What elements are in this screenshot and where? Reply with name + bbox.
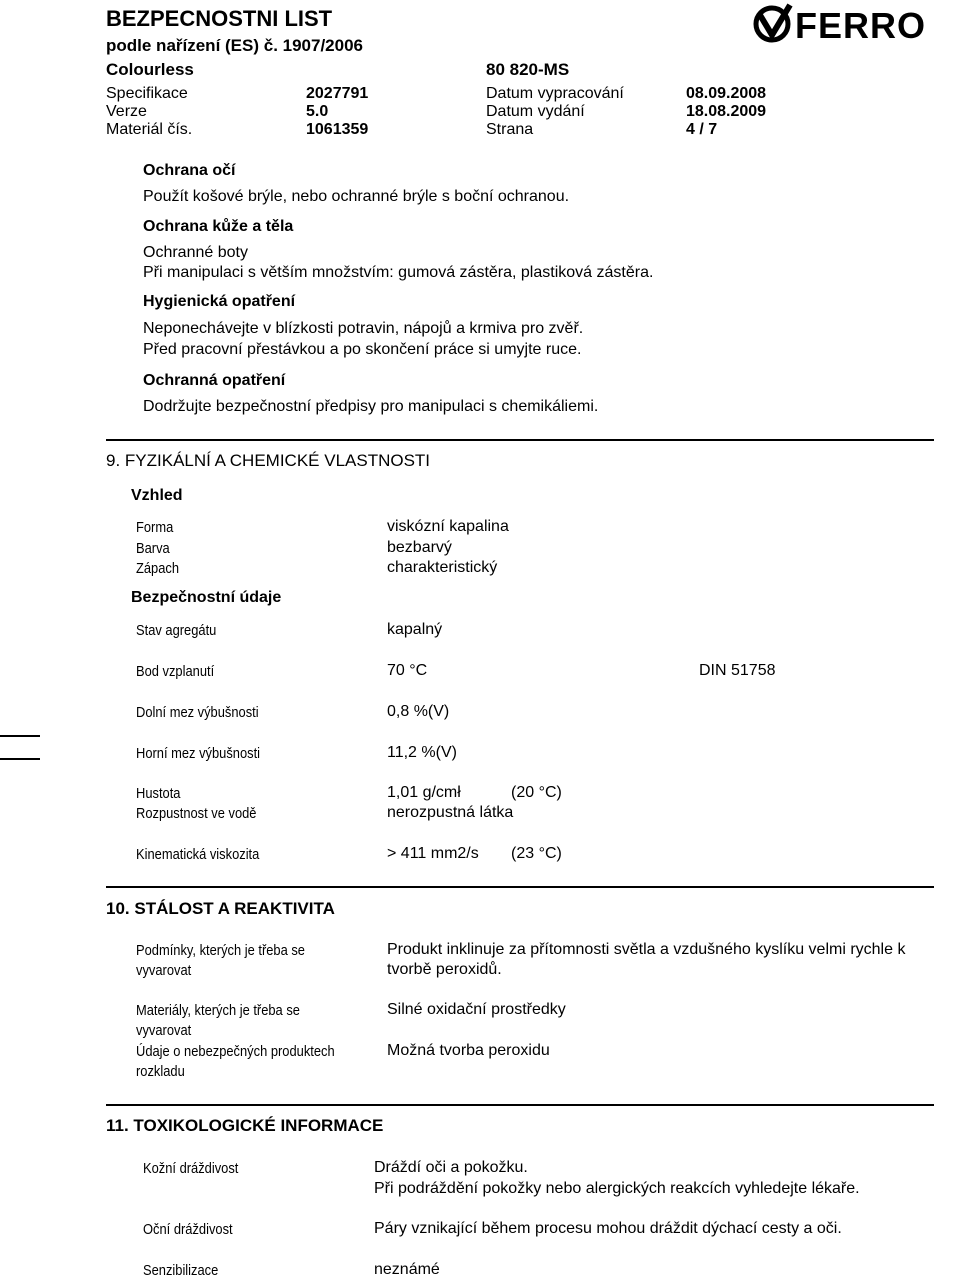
conditions-to-avoid-label-line-2: vyvarovat xyxy=(136,962,192,979)
meta-label-material: Materiál čís. xyxy=(106,121,193,138)
density-temperature: (20 °C) xyxy=(511,784,562,801)
sensitization-label: Senzibilizace xyxy=(143,1262,219,1279)
water-solubility-label: Rozpustnost ve vodě xyxy=(136,805,257,822)
flash-point-label: Bod vzplanutí xyxy=(136,663,215,680)
lower-explosion-limit-label: Dolní mez výbušnosti xyxy=(136,704,259,721)
flash-point-value: 70 °C xyxy=(387,662,428,679)
flash-point-method: DIN 51758 xyxy=(699,662,776,679)
meta-label-version: Verze xyxy=(106,103,147,120)
conditions-to-avoid-value-line-2: tvorbě peroxidů. xyxy=(387,961,502,978)
materials-to-avoid-value: Silné oxidační prostředky xyxy=(387,1001,566,1018)
decomposition-products-label-line-1: Údaje o nebezpečných produktech xyxy=(136,1043,335,1060)
skin-protection-line-1: Ochranné boty xyxy=(143,244,248,261)
conditions-to-avoid-label-line-1: Podmínky, kterých je třeba se xyxy=(136,942,305,959)
upper-explosion-limit-label: Horní mez výbušnosti xyxy=(136,745,261,762)
upper-explosion-limit-value: 11,2 %(V) xyxy=(387,744,457,761)
ferro-logo xyxy=(752,3,934,45)
revision-mark xyxy=(0,758,40,760)
eye-protection-title: Ochrana očí xyxy=(143,162,236,179)
meta-label-date-prepared: Datum vypracování xyxy=(486,85,624,102)
skin-protection-line-2: Při manipulaci s větším množstvím: gumová zástěra, plastiková zástěra. xyxy=(143,264,654,281)
color-value: bezbarvý xyxy=(387,539,452,556)
kinematic-viscosity-value: > 411 mm2/s xyxy=(387,845,479,862)
section-9-title: 9. FYZIKÁLNÍ A CHEMICKÉ VLASTNOSTI xyxy=(106,451,431,470)
eye-irritation-label: Oční dráždivost xyxy=(143,1221,233,1238)
kinematic-viscosity-label: Kinematická viskozita xyxy=(136,846,260,863)
meta-label-page: Strana xyxy=(486,121,534,138)
water-solubility-value: nerozpustná látka xyxy=(387,804,514,821)
hygiene-line-2: Před pracovní přestávkou a po skončení práce si umyjte ruce. xyxy=(143,341,582,358)
product-code: 80 820-MS xyxy=(486,60,570,79)
skin-irritation-value-line-1: Dráždí oči a pokožku. xyxy=(374,1159,528,1176)
protective-measures-title: Ochranná opatření xyxy=(143,372,286,389)
odor-value: charakteristický xyxy=(387,559,498,576)
appearance-title: Vzhled xyxy=(131,487,183,504)
regulation-subtitle: podle nařízení (ES) č. 1907/2006 xyxy=(106,36,364,55)
eye-irritation-value: Páry vznikající během procesu mohou dráždit dýchací cesty a oči. xyxy=(374,1220,842,1237)
protective-measures-text: Dodržujte bezpečnostní předpisy pro manipulaci s chemikáliemi. xyxy=(143,398,599,415)
hygiene-title: Hygienická opatření xyxy=(143,293,296,310)
materials-to-avoid-label-line-1: Materiály, kterých je třeba se xyxy=(136,1002,300,1019)
revision-mark xyxy=(0,735,40,737)
materials-to-avoid-label-line-2: vyvarovat xyxy=(136,1022,192,1039)
section-10-title: 10. STÁLOST A REAKTIVITA xyxy=(106,899,335,918)
section-10-divider xyxy=(106,886,934,888)
sensitization-value: neznámé xyxy=(374,1261,440,1278)
logo-text: FERRO xyxy=(795,5,926,45)
safety-data-title: Bezpečnostní údaje xyxy=(131,589,282,606)
conditions-to-avoid-value-line-1: Produkt inklinuje za přítomnosti světla a vzdušného kyslíku velmi rychle k xyxy=(387,941,906,958)
decomposition-products-value: Možná tvorba peroxidu xyxy=(387,1042,550,1059)
meta-value-page: 4 / 7 xyxy=(686,121,718,138)
eye-protection-text: Použít košové brýle, nebo ochranné brýle s boční ochranou. xyxy=(143,188,570,205)
form-label: Forma xyxy=(136,519,174,536)
meta-value-material: 1061359 xyxy=(306,121,369,138)
meta-value-version: 5.0 xyxy=(306,103,329,120)
document-title: BEZPECNOSTNI LIST xyxy=(106,6,333,31)
meta-value-spec: 2027791 xyxy=(306,85,369,102)
skin-protection-title: Ochrana kůže a těla xyxy=(143,218,294,235)
form-value: viskózní kapalina xyxy=(387,518,509,535)
skin-irritation-value-line-2: Při podráždění pokožky nebo alergických reakcích vyhledejte lékaře. xyxy=(374,1180,860,1197)
meta-label-date-issued: Datum vydání xyxy=(486,103,585,120)
product-name: Colourless xyxy=(106,60,194,79)
lower-explosion-limit-value: 0,8 %(V) xyxy=(387,703,450,720)
meta-value-date-issued: 18.08.2009 xyxy=(686,103,767,120)
kinematic-viscosity-temperature: (23 °C) xyxy=(511,845,562,862)
skin-irritation-label: Kožní dráždivost xyxy=(143,1160,239,1177)
section-11-title: 11. TOXIKOLOGICKÉ INFORMACE xyxy=(106,1116,384,1135)
density-label: Hustota xyxy=(136,785,181,802)
section-11-divider xyxy=(106,1104,934,1106)
meta-label-spec: Specifikace xyxy=(106,85,188,102)
section-9-divider xyxy=(106,439,934,441)
hygiene-line-1: Neponechávejte v blízkosti potravin, nápojů a krmiva pro zvěř. xyxy=(143,320,584,337)
state-label: Stav agregátu xyxy=(136,622,217,639)
decomposition-products-label-line-2: rozkladu xyxy=(136,1063,185,1080)
meta-value-date-prepared: 08.09.2008 xyxy=(686,85,767,102)
odor-label: Zápach xyxy=(136,560,180,577)
color-label: Barva xyxy=(136,540,170,557)
density-value: 1,01 g/cmł xyxy=(387,784,461,801)
state-value: kapalný xyxy=(387,621,443,638)
